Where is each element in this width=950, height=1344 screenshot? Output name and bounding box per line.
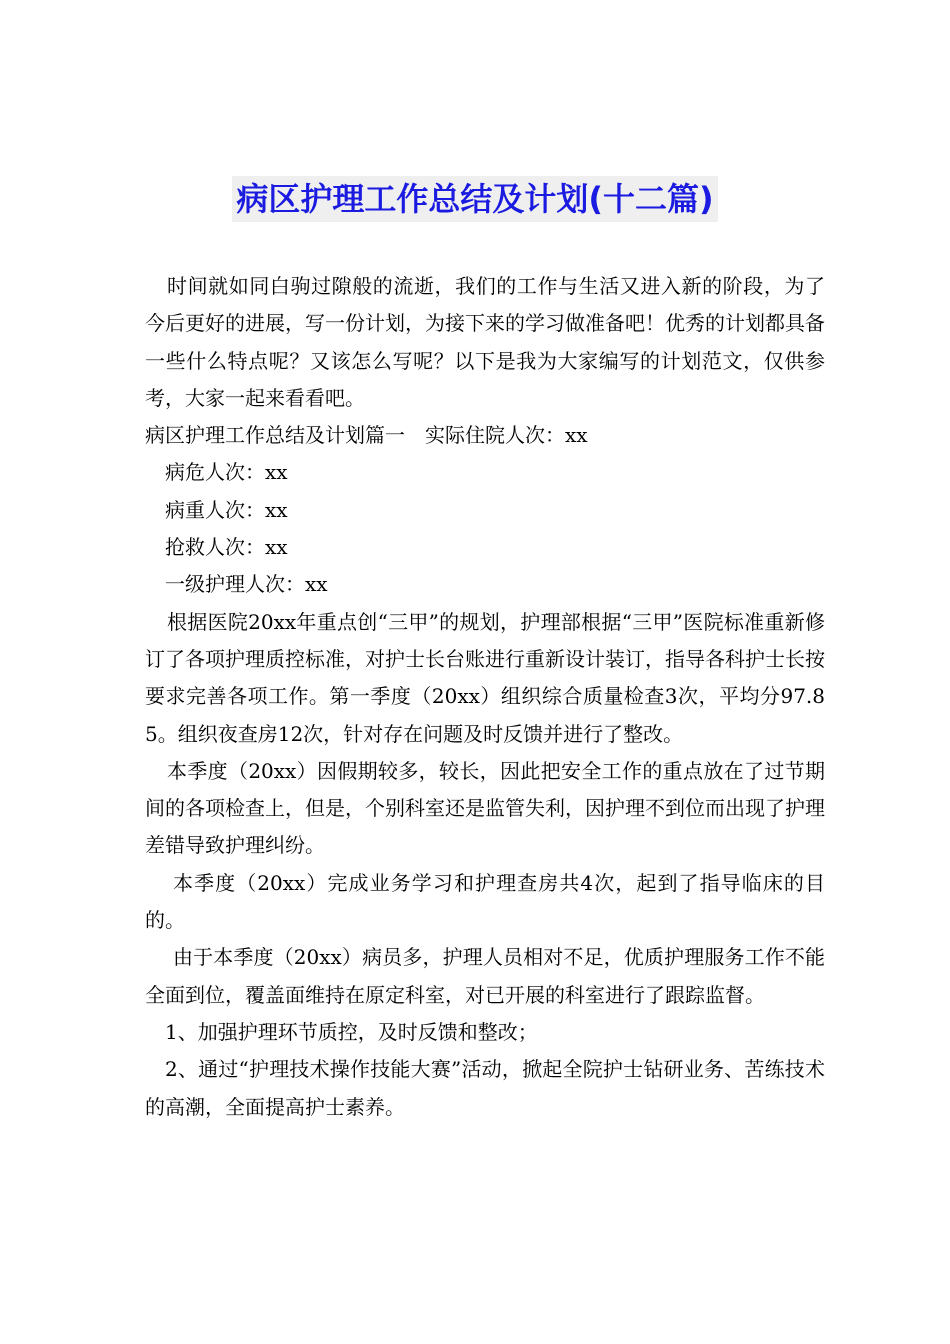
section-heading-line xyxy=(145,417,825,454)
stat-inpatients: 实际住院人次：xx xyxy=(425,423,588,448)
stat-level1: 一级护理人次：xx xyxy=(165,572,328,597)
section-heading: 病区护理工作总结及计划篇一 xyxy=(145,423,405,448)
stat-rescue: 抢救人次：xx xyxy=(165,535,288,560)
stat-critical: 病危人次：xx xyxy=(165,460,288,485)
list-item-2: 2、通过“护理技术操作技能大赛”活动，掀起全院护士钻研业务、苦练技术的高潮，全面提高护士素养。 xyxy=(145,1057,825,1119)
document-body xyxy=(145,268,825,1126)
document-title: 病区护理工作总结及计划(十二篇) xyxy=(232,176,717,222)
staff-paragraph: 由于本季度（20xx）病员多，护理人员相对不足，优质护理服务工作不能全面到位，覆盖面维持在原定科室，对已开展的科室进行了跟踪监督。 xyxy=(145,945,825,1007)
stat-serious: 病重人次：xx xyxy=(165,497,288,522)
intro-paragraph: 时间就如同白驹过隙般的流逝，我们的工作与生活又进入新的阶段，为了今后更好的进展，写一份计划，为接下来的学习做准备吧！优秀的计划都具备一些什么特点呢？又该怎么写呢？以下是我为大家编写的计划范文，仅供参考，大家一起来看看吧。 xyxy=(145,274,825,410)
study-paragraph: 本季度（20xx）完成业务学习和护理查房共4次，起到了指导临床的目的。 xyxy=(145,870,825,933)
plan-paragraph: 根据医院20xx年重点创“三甲”的规划，护理部根据“三甲”医院标准重新修订了各项护理质控标准，对护士长台账进行重新设计装订，指导各科护士长按要求完善各项工作。第一季度（20xx）组织综合质量检查3次，平均分97.85。组织夜查房12次，针对存在问题及时反馈并进行了整改。 xyxy=(145,609,825,746)
list-item-1: 1、加强护理环节质控，及时反馈和整改； xyxy=(165,1019,538,1044)
title-container xyxy=(0,176,950,222)
safety-paragraph: 本季度（20xx）因假期较多，较长，因此把安全工作的重点放在了过节期间的各项检查上，但是，个别科室还是监管失利，因护理不到位而出现了护理差错导致护理纠纷。 xyxy=(145,758,825,858)
